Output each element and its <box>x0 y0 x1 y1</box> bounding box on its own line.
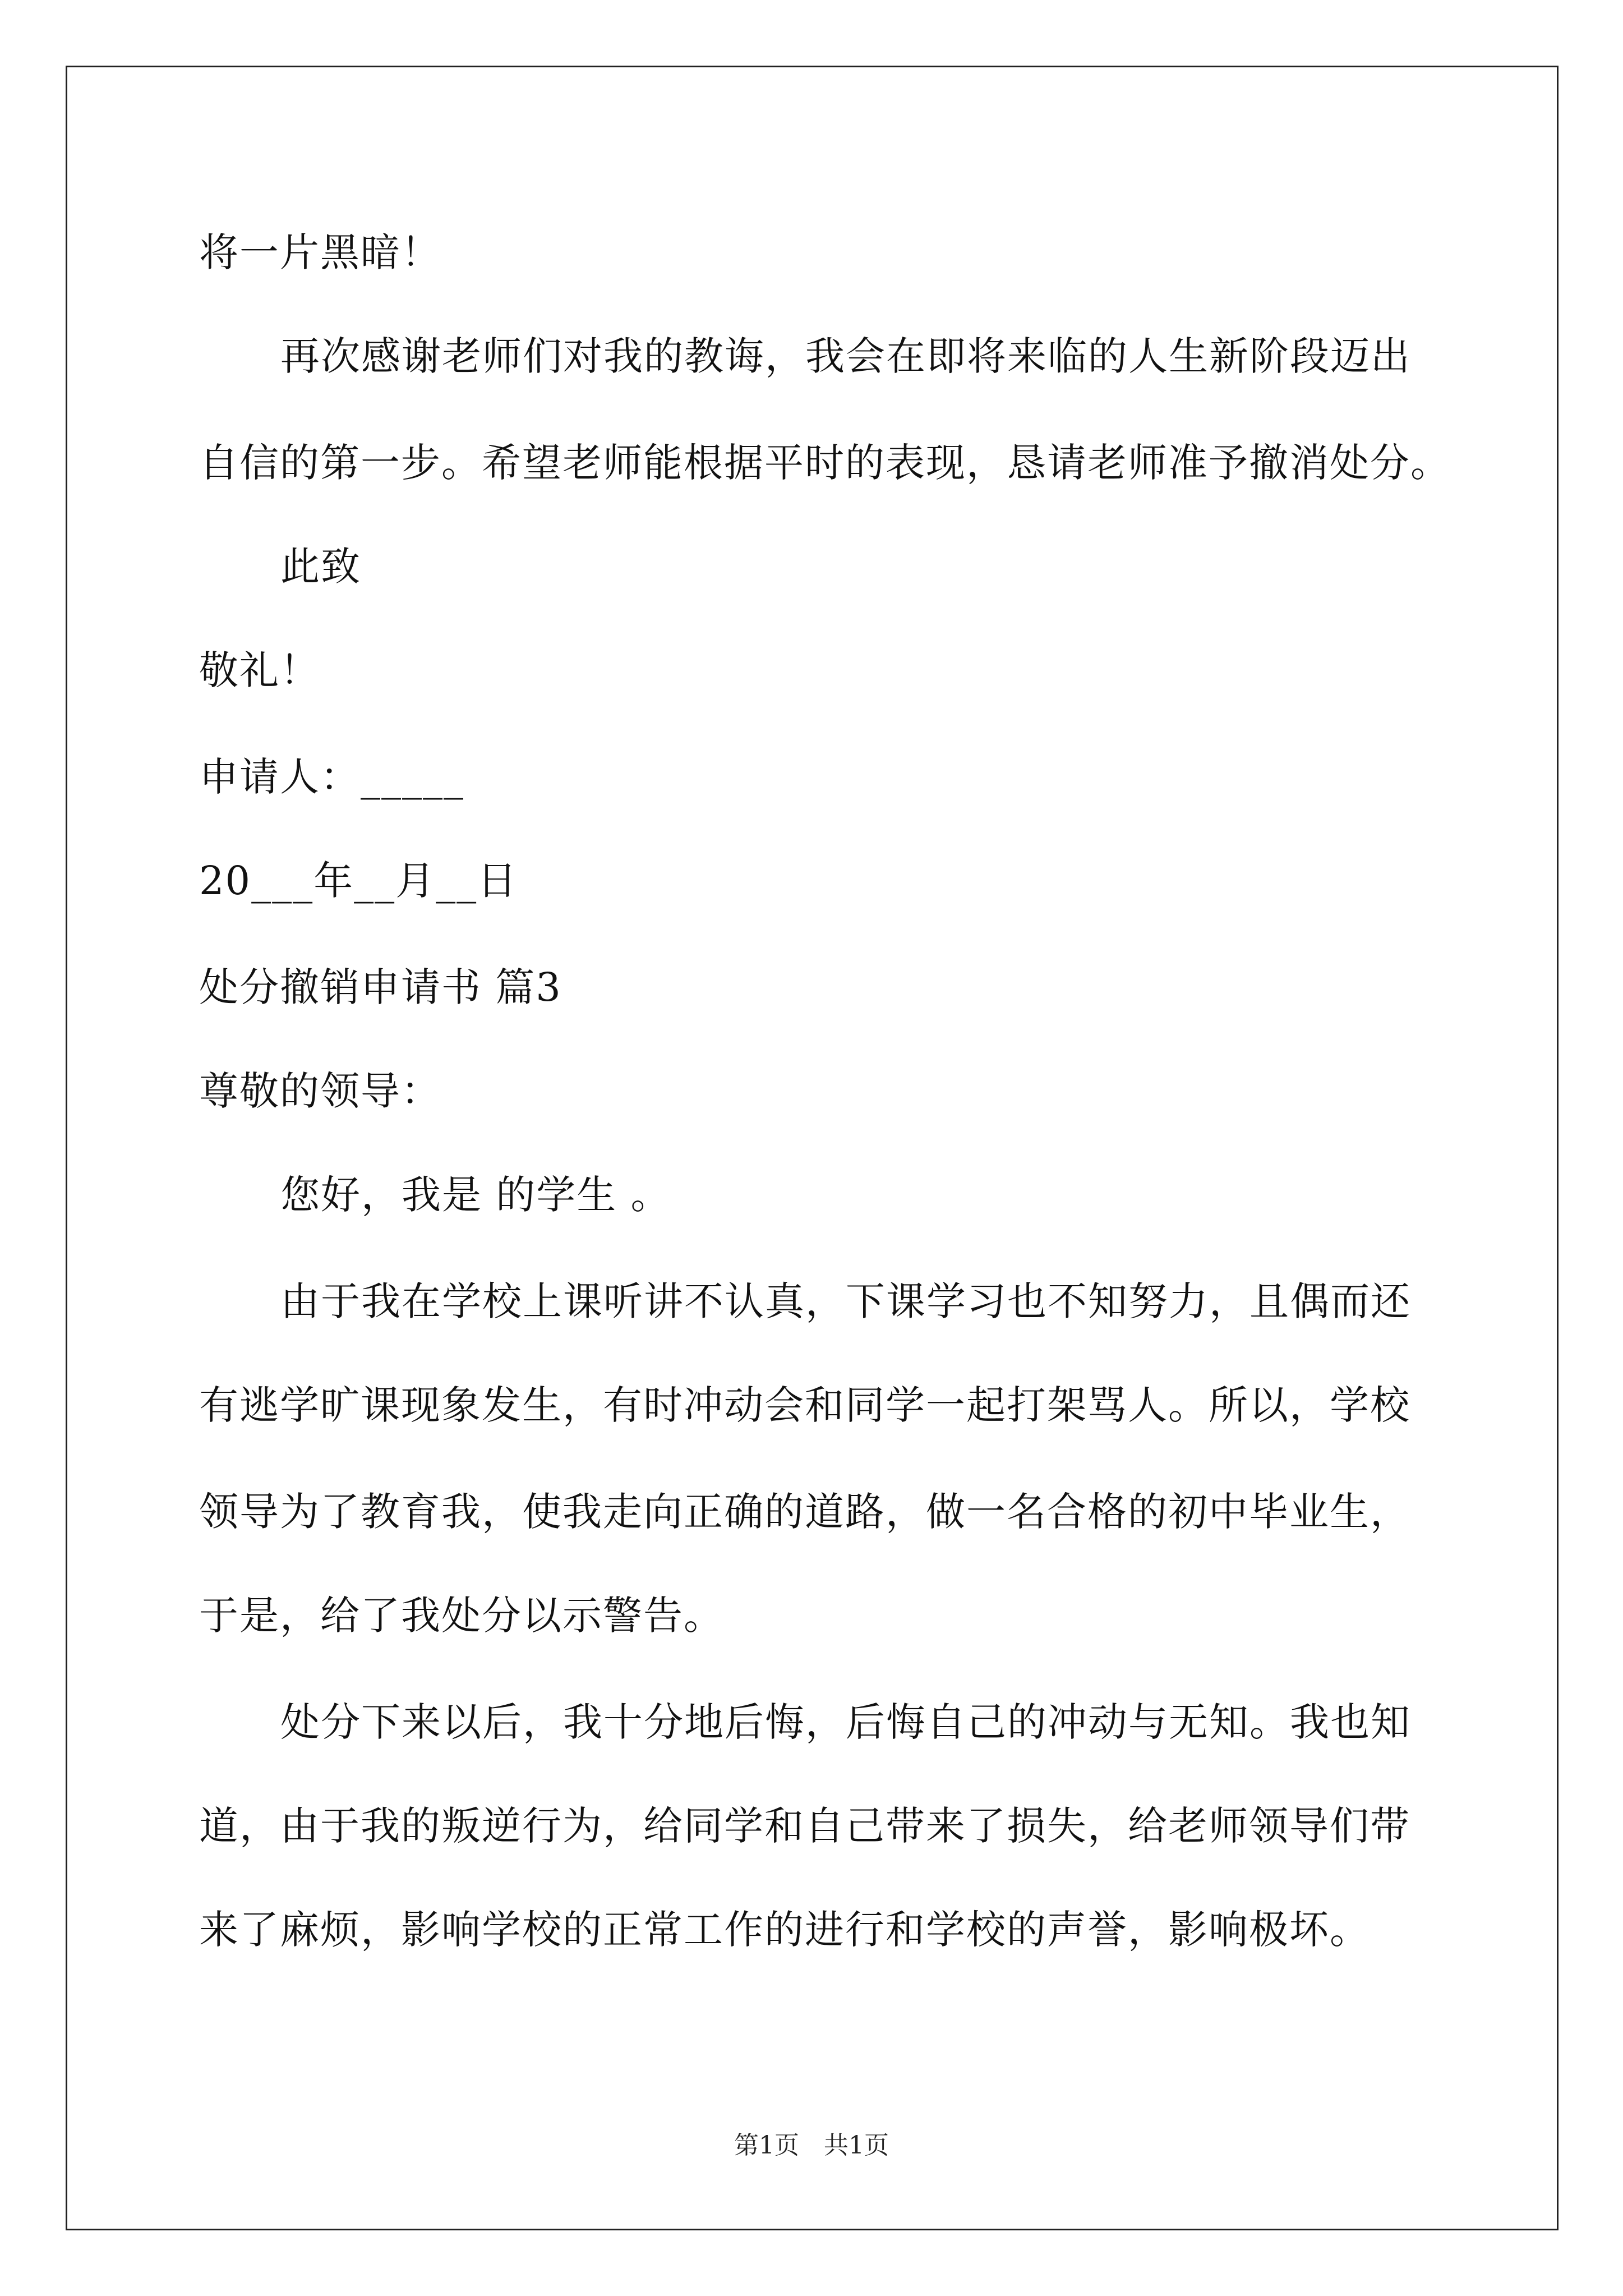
text-line: 有逃学旷课现象发生，有时冲动会和同学一起打架骂人。所以，学校 <box>199 1382 1410 1428</box>
paragraph-line: 再次感谢老师们对我的教诲，我会在即将来临的人生新阶段迈出 <box>280 333 1411 379</box>
text-line: 来了麻烦，影响学校的正常工作的进行和学校的声誉，影响极坏。 <box>199 1907 1370 1953</box>
greeting-line: 尊敬的领导： <box>199 1068 441 1114</box>
paragraph-line: 您好，我是 的学生 。 <box>280 1172 671 1218</box>
applicant-line: 申请人：_____ <box>199 754 464 800</box>
page-footer: 第1页 共1页 <box>734 2131 889 2160</box>
text-line: 于是，给了我处分以示警告。 <box>199 1593 724 1639</box>
text-line: 自信的第一步。希望老师能根据平时的表现，恳请老师准予撤消处分。 <box>199 440 1451 486</box>
salutation-line: 此致 <box>280 544 361 590</box>
text-line: 将一片黑暗！ <box>199 229 441 275</box>
text-line: 领导为了教育我，使我走向正确的道路，做一名合格的初中毕业生， <box>199 1489 1410 1535</box>
section-title: 处分撤销申请书 篇3 <box>199 964 562 1010</box>
text-line: 道，由于我的叛逆行为，给同学和自己带来了损失，给老师领导们带 <box>199 1803 1410 1849</box>
paragraph-line: 处分下来以后，我十分地后悔，后悔自己的冲动与无知。我也知 <box>280 1699 1411 1745</box>
paragraph-line: 由于我在学校上课听讲不认真，下课学习也不知努力，且偶而还 <box>280 1278 1411 1324</box>
salutation-line: 敬礼！ <box>199 647 320 693</box>
date-line: 20___年__月__日 <box>199 858 518 904</box>
